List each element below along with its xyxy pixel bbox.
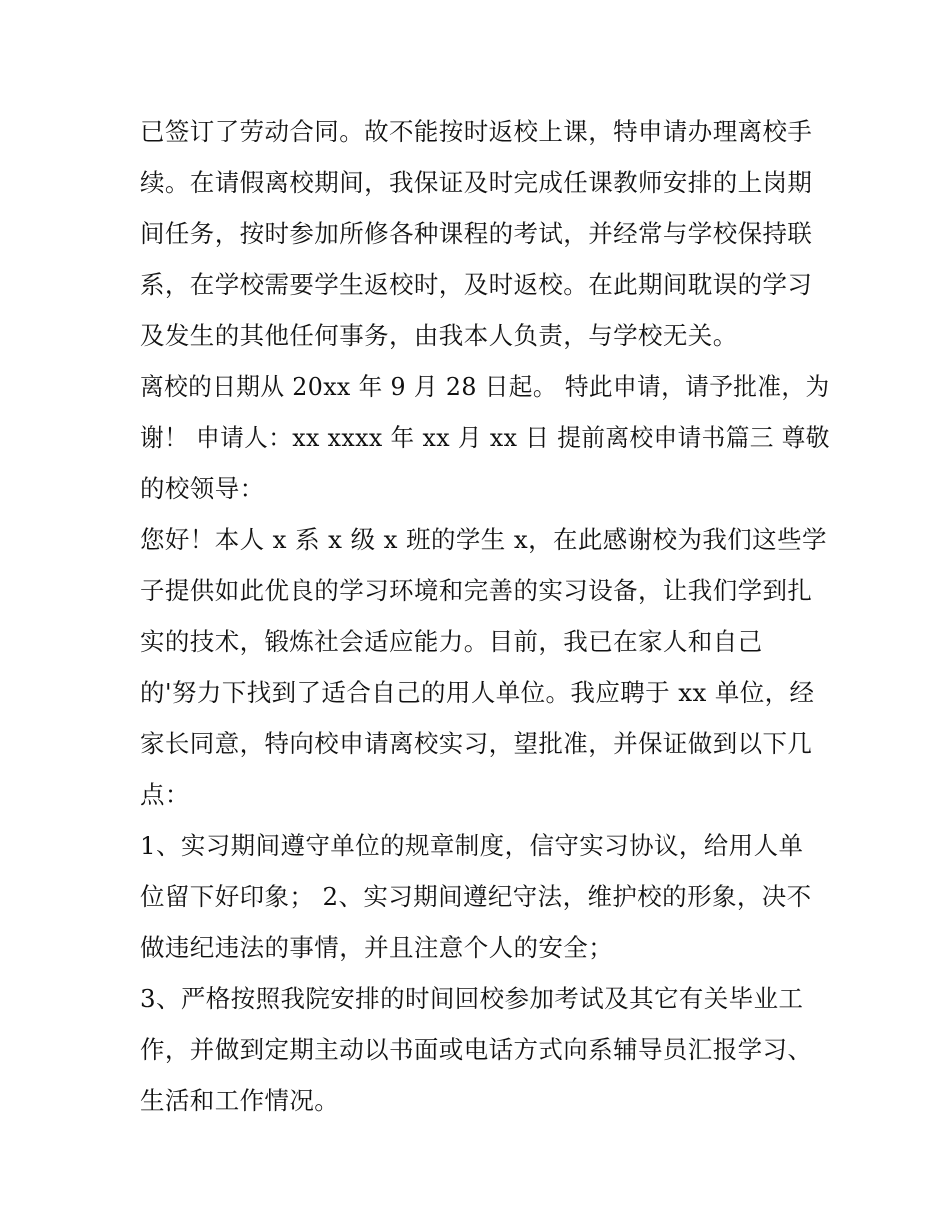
text-line: 续。在请假离校期间，我保证及时完成任课教师安排的上岗期 bbox=[140, 168, 813, 197]
text-line: 您好！本人 x 系 x 级 x 班的学生 x，在此感谢校为我们这些学 bbox=[140, 525, 827, 554]
text-line: 家长同意，特向校申请离校实习，望批准，并保证做到以下几 bbox=[140, 729, 813, 758]
text-line: 1、实习期间遵守单位的规章制度，信守实习协议，给用人单 bbox=[140, 831, 804, 860]
text-line: 间任务，按时参加所修各种课程的考试，并经常与学校保持联 bbox=[140, 219, 813, 248]
text-line: 系，在学校需要学生返校时，及时返校。在此期间耽误的学习 bbox=[140, 270, 813, 299]
text-line: 子提供如此优良的学习环境和完善的实习设备，让我们学到扎 bbox=[140, 576, 813, 605]
text-line: 的'努力下找到了适合自己的用人单位。我应聘于 xx 单位，经 bbox=[140, 678, 815, 707]
text-line: 作，并做到定期主动以书面或电话方式向系辅导员汇报学习、 bbox=[140, 1035, 813, 1064]
text-line: 3、严格按照我院安排的时间回校参加考试及其它有关毕业工 bbox=[140, 984, 804, 1013]
text-line: 做违纪违法的事情，并且注意个人的安全； bbox=[140, 933, 614, 962]
text-line: 谢！ 申请人：xx xxxx 年 xx 月 xx 日 提前离校申请书篇三 尊敬 bbox=[140, 423, 830, 452]
text-line: 实的技术，锻炼社会适应能力。目前，我已在家人和自己 bbox=[140, 627, 763, 656]
text-line: 已签订了劳动合同。故不能按时返校上课，特申请办理离校手 bbox=[140, 117, 813, 146]
text-line: 生活和工作情况。 bbox=[140, 1086, 340, 1115]
text-line: 及发生的其他任何事务，由我本人负责，与学校无关。 bbox=[140, 321, 738, 350]
text-line: 点： bbox=[140, 780, 190, 809]
text-line: 离校的日期从 20xx 年 9 月 28 日起。 特此申请，请予批准，为 bbox=[140, 372, 830, 401]
text-line: 的校领导： bbox=[140, 474, 265, 503]
text-line: 位留下好印象； 2、实习期间遵纪守法，维护校的形象，决不 bbox=[140, 882, 812, 911]
document-body bbox=[140, 106, 830, 1126]
